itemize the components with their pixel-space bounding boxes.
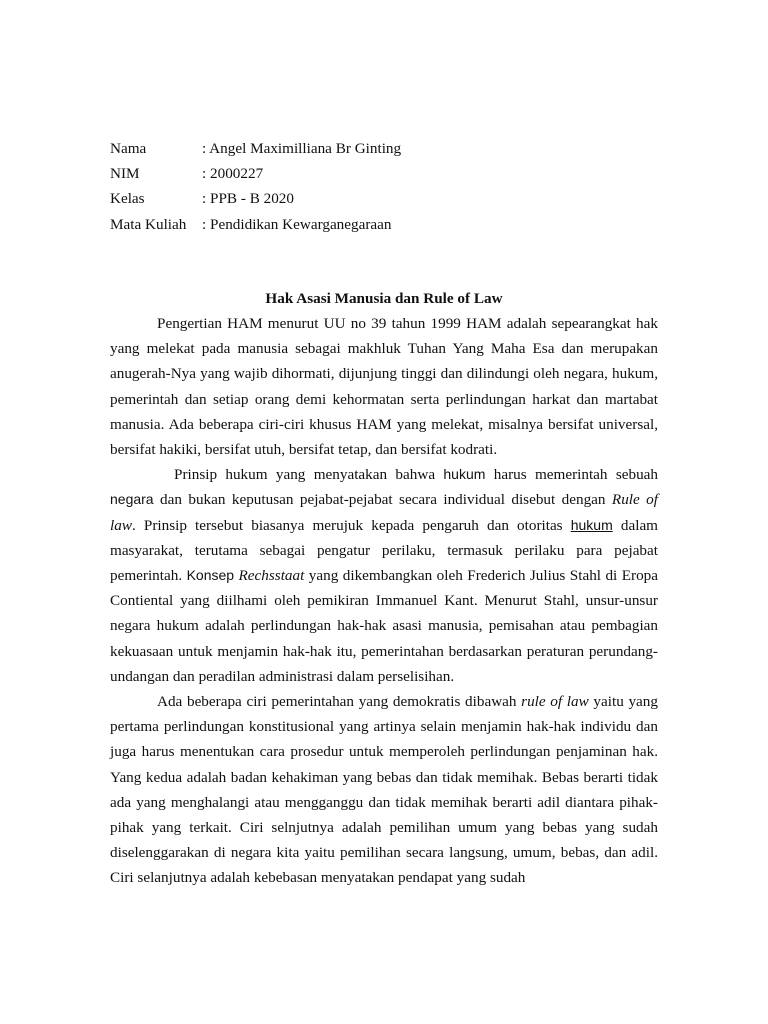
student-info — [110, 136, 401, 237]
link-hukum-underlined[interactable]: hukum — [570, 516, 613, 533]
info-value: : Pendidikan Kewarganegaraan — [202, 215, 392, 233]
text-run: yang dikembangkan oleh Frederich Julius Stahl di Eropa Contiental yang diilhami oleh pemikiran Immanuel Kant. Menurut Stahl, unsur-unsur negara hukum adalah perlindungan hak-hak asasi manusia, pemisahan atau pembagian kekuasaan untuk menjamin hak-hak itu, pemerintahan berdasarkan peraturan perundang-undangan dan peradilan administrasi dalam perselisihan. — [110, 567, 658, 685]
info-row-nama — [110, 136, 401, 161]
text-run: . Prinsip tersebut biasanya merujuk kepada pengaruh dan otoritas — [131, 516, 571, 534]
text-run: harus memerintah sebuah — [485, 466, 658, 484]
link-hukum[interactable]: hukum — [443, 466, 486, 483]
document-body — [110, 311, 658, 891]
info-label: Kelas — [110, 190, 145, 208]
info-value: : PPB - B 2020 — [202, 190, 294, 208]
link-negara[interactable]: negara — [110, 491, 154, 508]
emphasis-rule-of-law: rule of law — [521, 693, 589, 711]
info-value: : Angel Maximilliana Br Ginting — [202, 140, 402, 157]
info-row-mata-kuliah — [110, 212, 401, 237]
paragraph-rule-of-law — [110, 462, 658, 689]
document-title: Hak Asasi Manusia dan Rule of Law — [265, 290, 503, 307]
emphasis-rule-of-law: Rule of law — [110, 491, 658, 534]
text-run: dan bukan keputusan pejabat-pejabat secara individual disebut dengan — [153, 491, 612, 509]
emphasis-rechsstaat: Rechsstaat — [238, 567, 305, 585]
info-row-kelas — [110, 186, 401, 211]
info-label: Mata Kuliah — [110, 215, 187, 233]
info-label: Nama — [110, 140, 147, 157]
info-row-nim — [110, 161, 401, 186]
text-run: yaitu yang pertama perlindungan konstitusional yang artinya selain menjamin hak-hak individu dan juga harus menentukan cara prosedur untuk memperoleh perlindungan penjaminan hak. Yang kedua adalah badan kehakiman yang bebas dan tidak memihak. Bebas berarti tidak ada yang menghalangi atau mengganggu dan tidak memihak berarti adil diantara pihak-pihak yang terkait. Ciri selnjutnya adalah pemilihan umum yang bebas yang sudah diselenggarakan di negara kita yaitu pemilihan secara langsung, umum, bebas, dan adil. Ciri selanjutnya adalah kebebasan menyatakan pendapat yang sudah — [110, 693, 658, 887]
text-run: Ada beberapa ciri pemerintahan yang demokratis dibawah — [157, 693, 522, 711]
text-run: dalam masyarakat, terutama sebagai pengatur perilaku, termasuk perilaku para pejabat pemerintah. — [110, 516, 658, 585]
info-value: : 2000227 — [202, 165, 264, 183]
info-label: NIM — [110, 165, 140, 183]
paragraph-democratic-features — [110, 689, 658, 891]
text-run: Prinsip hukum yang menyatakan bahwa — [174, 466, 444, 484]
link-konsep[interactable]: Konsep — [186, 567, 235, 584]
paragraph-ham: Pengertian HAM menurut UU no 39 tahun 1999 HAM adalah sepearangkat hak yang melekat pada manusia sebagai makhluk Tuhan Yang Maha Esa dan merupakan anugerah-Nya yang wajib dihormati, dijunjung tinggi dan dilindungi oleh negara, hukum, pemerintah dan setiap orang demi kehormatan serta perlindungan harkat dan martabat manusia. Ada beberapa ciri-ciri khusus HAM yang melekat, misalnya bersifat universal, bersifat hakiki, bersifat utuh, bersifat tetap, dan bersifat kodrati. — [110, 315, 658, 459]
